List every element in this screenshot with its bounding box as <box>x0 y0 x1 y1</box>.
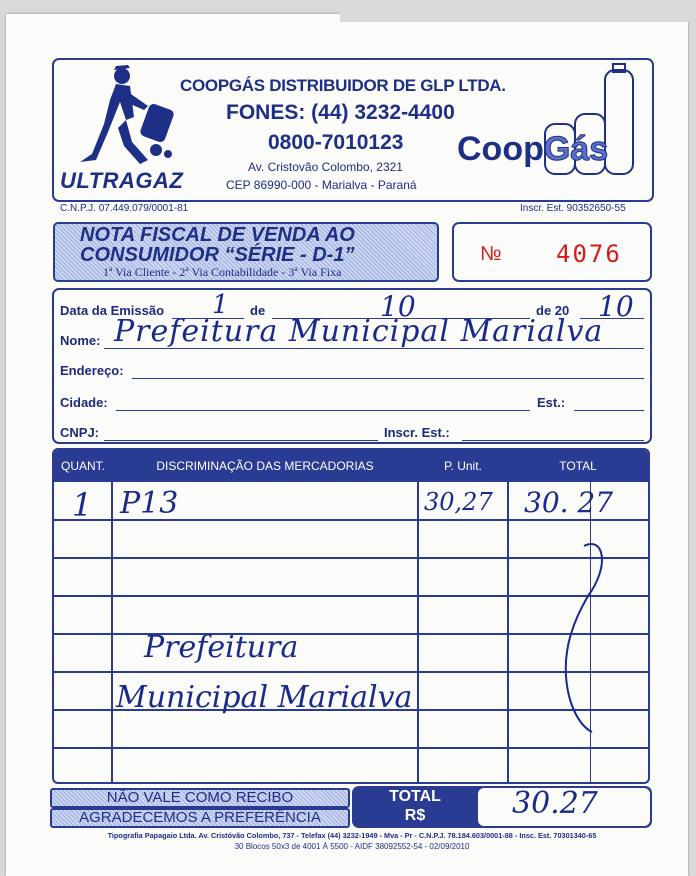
date-year: 10 <box>598 290 634 323</box>
printer-line2: 30 Blocos 50x3 de 4001 À 5500 - AIDF 38092552-54 - 02/09/2010 <box>234 842 470 851</box>
note-line1: Prefeitura <box>144 630 299 665</box>
closing-bracket-mark <box>544 536 614 736</box>
ultragaz-logo: ULTRAGAZ <box>60 168 184 193</box>
row1-qty: 1 <box>72 486 93 524</box>
address-label: Endereço: <box>60 363 124 378</box>
invoice-number: 4076 <box>556 240 622 268</box>
name-label: Nome: <box>60 333 101 348</box>
de-label-1: de <box>250 303 266 318</box>
title-line1: NOTA FISCAL DE VENDA AO <box>80 224 355 246</box>
col-sep-3 <box>507 450 509 784</box>
tollfree: 0800-7010123 <box>268 131 404 154</box>
state-line <box>574 410 644 411</box>
header-total: TOTAL <box>559 459 597 473</box>
name-value: Prefeitura Municipal Marialva <box>114 314 604 349</box>
total-value: 30.27 <box>512 786 598 821</box>
date-day: 1 <box>212 290 229 320</box>
row1-desc: P13 <box>120 486 179 521</box>
header-unit: P. Unit. <box>444 459 482 473</box>
items-table <box>52 448 650 784</box>
date-label: Data da Emissão <box>60 303 165 318</box>
row-line <box>54 747 648 749</box>
address-line <box>132 378 644 379</box>
notice-2: AGRADECEMOS A PREFERÊNCIA <box>79 809 321 826</box>
cnpj-line <box>104 440 378 441</box>
cnpj-label: CNPJ: <box>60 425 100 440</box>
date-month: 10 <box>380 290 416 323</box>
address: Av. Cristovão Colombo, 2321 <box>248 160 403 174</box>
notice-1: NÃO VALE COMO RECIBO <box>106 789 294 806</box>
coop-text: Coop <box>457 130 544 168</box>
phones: FONES: (44) 3232-4400 <box>226 101 455 124</box>
currency-label: R$ <box>404 807 426 824</box>
inscr-est: Inscr. Est. 90352650-55 <box>520 203 626 214</box>
col-sep-1 <box>111 450 113 784</box>
inscr-line <box>462 440 644 441</box>
header-desc: DISCRIMINAÇÃO DAS MERCADORIAS <box>156 459 374 473</box>
header-qty: QUANT. <box>60 459 105 473</box>
inscr-label: Inscr. Est.: <box>384 425 450 440</box>
torn-edge <box>340 0 696 22</box>
city-label: Cidade: <box>60 395 108 410</box>
state-label: Est.: <box>537 395 566 410</box>
row1-total: 30. 27 <box>524 486 614 519</box>
title-vias: 1ª Via Cliente - 2ª Via Contabilidade - 3ª Via Fixa <box>103 265 342 279</box>
company-name: COOPGÁS DISTRIBUIDOR DE GLP LTDA. <box>180 76 506 95</box>
printer-line1: Tipografia Papagaio Ltda. Av. Cristóvão Colombo, 737 - Telefax (44) 3232-1949 - Mva - Pr - C.N.P.J. 78.184.603/0001-88 - Insc. Est. 70301340-65 <box>107 831 597 840</box>
cnpj: C.N.P.J. 07.449.079/0001-81 <box>60 203 189 214</box>
number-label: № <box>480 243 502 265</box>
total-label: TOTAL <box>389 788 441 805</box>
row1-unit: 30,27 <box>424 488 493 516</box>
delivery-man-icon <box>70 62 190 172</box>
cep: CEP 86990-000 - Marialva - Paraná <box>226 178 417 192</box>
de-label-2: de 20 <box>536 303 570 318</box>
gas-text: Gás <box>543 130 609 168</box>
col-sep-2 <box>417 450 419 784</box>
note-line2: Municipal Marialva <box>116 680 413 715</box>
coop-logo <box>457 130 608 169</box>
title-line2: CONSUMIDOR “SÉRIE - D-1” <box>80 244 355 266</box>
city-line <box>116 410 530 411</box>
